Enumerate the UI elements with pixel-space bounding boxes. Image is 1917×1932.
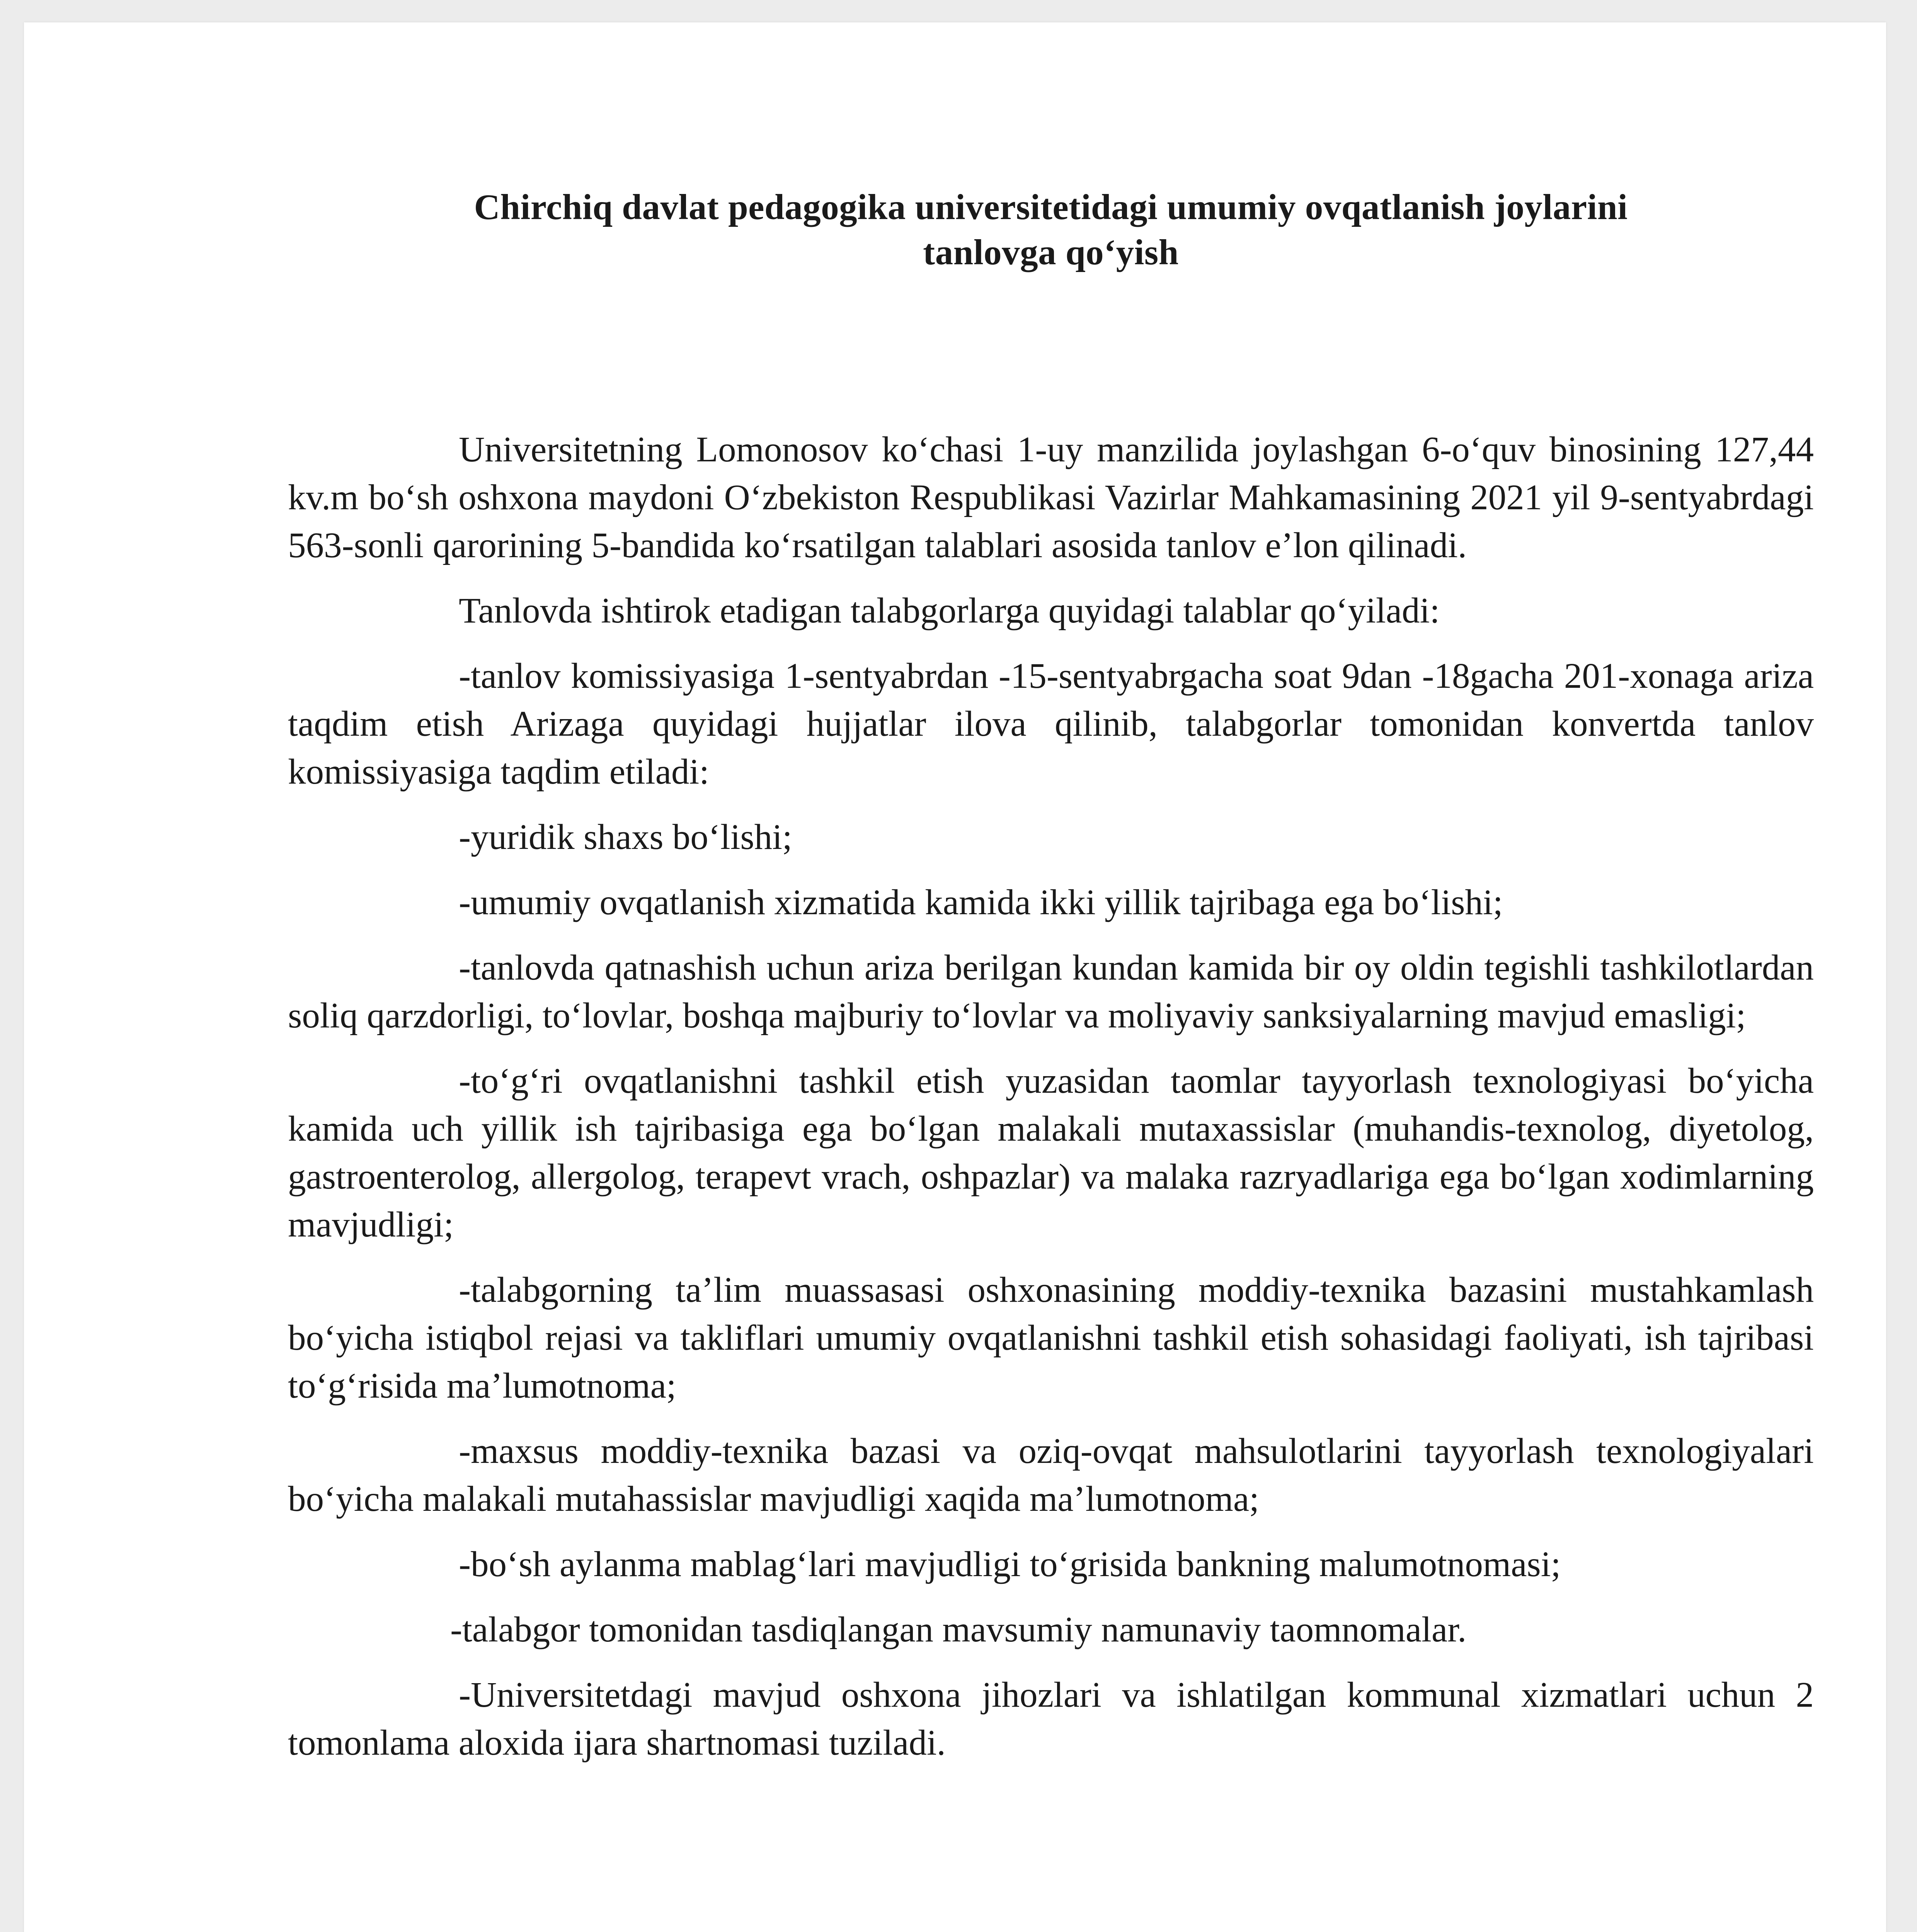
paragraph-requirement-experience: -umumiy ovqatlanish xizmatida kamida ikki yillik tajribaga ega bo‘lishi; — [459, 883, 1503, 922]
document-body — [288, 426, 1814, 1767]
paragraph-requirement-technical-base: -maxsus moddiy-texnika bazasi va oziq-ovqat mahsulotlarini tayyorlash texnologiyalari bo‘yicha malakali mutahassislar mavjudligi xaqida ma’lumotnoma; — [288, 1431, 1814, 1519]
paragraph-application-submission: -tanlov komissiyasiga 1-sentyabrdan -15-sentyabrgacha soat 9dan -18gacha 201-xonaga ariza taqdim etish Arizaga quyidagi hujjatlar ilova qilinib, talabgorlar tomonidan konvertda tanlov komissiyasiga taqdim etiladi: — [288, 656, 1814, 792]
document-title — [288, 185, 1814, 275]
paragraph-requirement-legal-entity: -yuridik shaxs bo‘lishi; — [459, 817, 792, 857]
paragraph-requirement-specialists: -to‘g‘ri ovqatlanishni tashkil etish yuzasidan taomlar tayyorlash texnologiyasi bo‘yicha kamida uch yillik ish tajribasiga ega bo‘lgan malakali mutaxassislar (muhandis-texnolog, diyetolog, gastroenterolog, allergolog, terapevt vrach, oshpazlar) va malaka razryadlariga ega bo‘lgan xodimlarning mavjudligi; — [288, 1061, 1814, 1245]
paragraph-requirement-bank-statement: -bo‘sh aylanma mablag‘lari mavjudligi to‘grisida bankning malumotnomasi; — [459, 1544, 1561, 1584]
title-line-1: Chirchiq davlat pedagogika universitetidagi umumiy ovqatlanish joylarini — [474, 187, 1628, 227]
paragraph-requirement-no-debt: -tanlovda qatnashish uchun ariza berilgan kundan kamida bir oy oldin tegishli tashkilotlardan soliq qarzdorligi, to‘lovlar, boshqa majburiy to‘lovlar va moliyaviy sanksiyalarning mavjud emasligi; — [288, 948, 1814, 1036]
paragraph-requirement-menus: -talabgor tomonidan tasdiqlangan mavsumiy namunaviy taomnomalar. — [450, 1610, 1467, 1650]
paragraph-requirement-development-plan: -talabgorning ta’lim muassasasi oshxonasining moddiy-texnika bazasini mustahkamlash bo‘yicha istiqbol rejasi va takliflari umumiy ovqatlanishni tashkil etish sohasidagi faoliyati, ish tajribasi to‘g‘risida ma’lumotnoma; — [288, 1270, 1814, 1406]
paragraph-lease-agreement: -Universitetdagi mavjud oshxona jihozlari va ishlatilgan kommunal xizmatlari uchun 2 tomonlama aloxida ijara shartnomasi tuziladi. — [288, 1675, 1814, 1763]
document-page — [24, 22, 1886, 1932]
title-line-2: tanlovga qo‘yish — [923, 233, 1179, 272]
paragraph-intro: Universitetning Lomonosov ko‘chasi 1-uy manzilida joylashgan 6-o‘quv binosining 127,44 kv.m bo‘sh oshxona maydoni O‘zbekiston Respublikasi Vazirlar Mahkamasining 2021 yil 9-sentyabrdagi 563-sonli qarorining 5-bandida ko‘rsatilgan talablari asosida tanlov e’lon qilinadi. — [288, 430, 1814, 565]
paragraph-requirements-heading: Tanlovda ishtirok etadigan talabgorlarga quyidagi talablar qo‘yiladi: — [459, 591, 1440, 631]
document-content — [288, 185, 1814, 1784]
